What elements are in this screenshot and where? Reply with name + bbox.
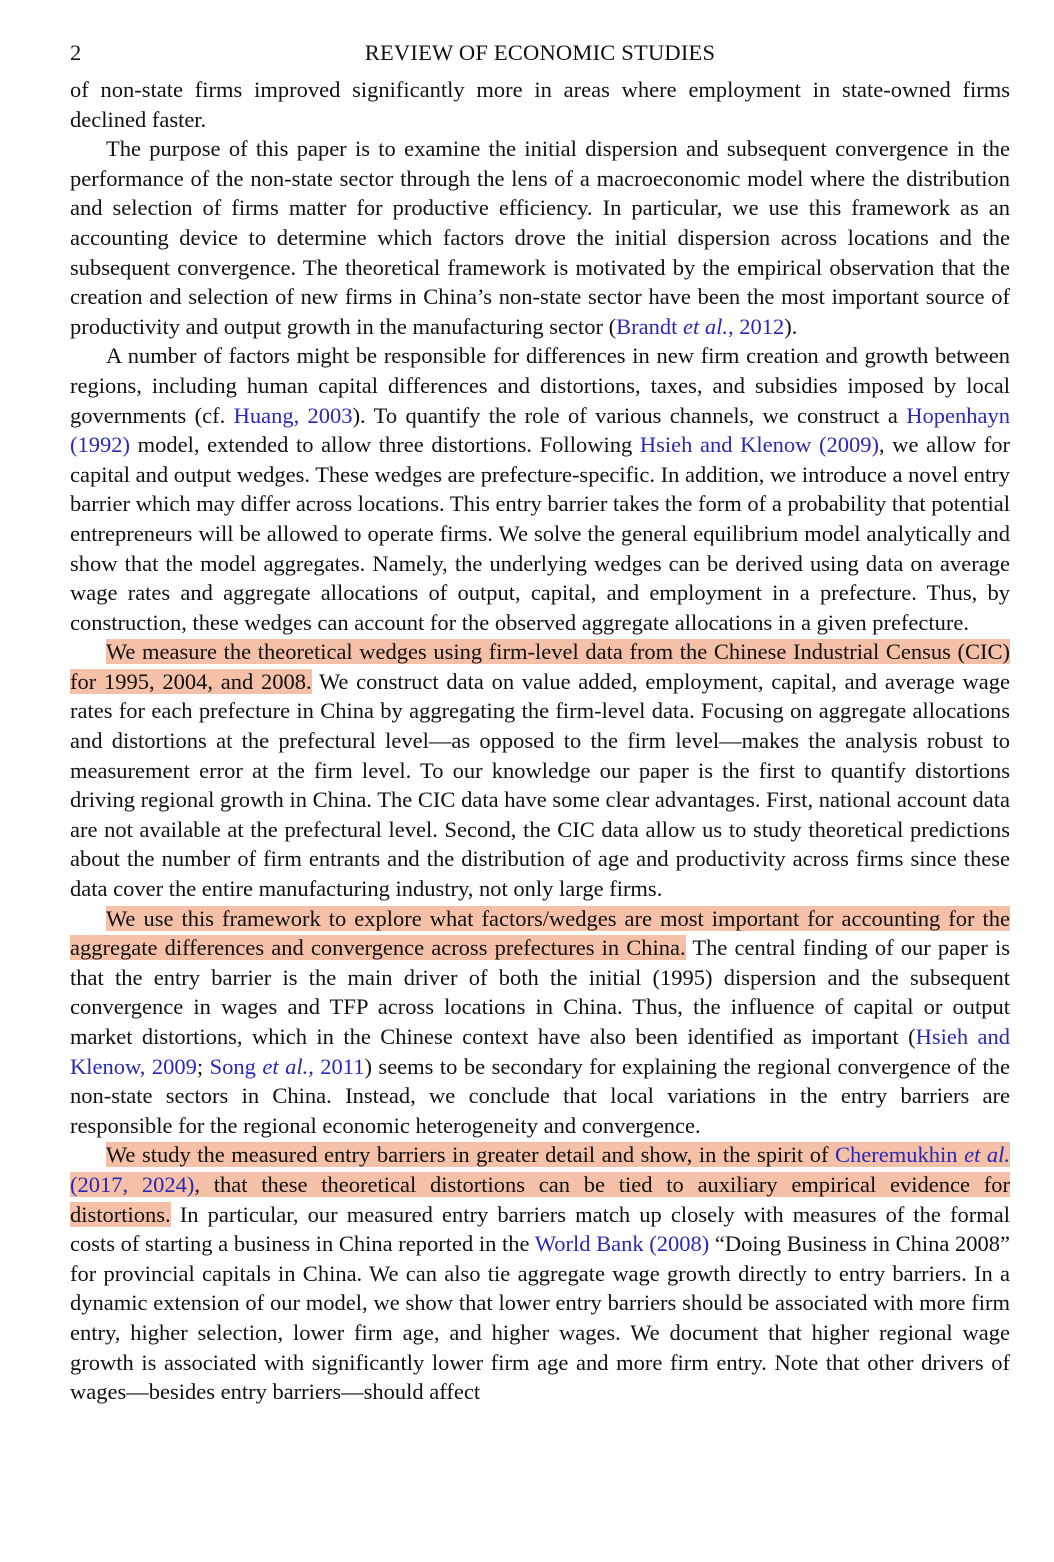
journal-title: REVIEW OF ECONOMIC STUDIES xyxy=(364,40,716,65)
page-number: 2 xyxy=(70,40,82,65)
body-text: In particular, our measured entry barriers match up closely with measures of the formal costs of starting a business in China reported in the xyxy=(70,1201,1010,1257)
body-text: The central finding of our paper is that the entry barrier is the main driver of both the initial (1995) dispersion and the subsequent convergence in wages and TFP across locations in China. Thus, the influence of capital or output market distortions, which in the Chinese context have also been identified as important ( xyxy=(70,935,1010,1049)
body-text: , we allow for capital and output wedges. These wedges are prefecture-specific. In addition, we introduce a novel entry barrier which may differ across locations. This entry barrier takes the form of a probability that potential entrepreneurs will be allowed to operate firms. We solve the general equilibrium model analytically and show that the model aggregates. Namely, the underlying wedges can be derived using data on average wage rates and aggregate allocations of output, capital, and employment in a prefecture. Thus, by construction, these wedges can account for the observed aggregate allocations in a given prefecture. xyxy=(70,432,1010,635)
running-head xyxy=(70,36,1010,66)
citation-link-huang-2003[interactable]: Huang, 2003 xyxy=(233,402,353,428)
citation-link-hopenhayn-1992[interactable]: Hopenhayn (1992) xyxy=(70,402,1010,458)
paragraph-findings xyxy=(70,904,1010,1141)
body-text: ). xyxy=(784,313,798,339)
paragraph-measurement xyxy=(70,637,1010,903)
body-text: ). To quantify the role of various channels, we construct a xyxy=(352,402,907,428)
citation-link-brandt-2012[interactable]: Brandt et al., 2012 xyxy=(616,313,785,339)
paragraph-entry-barriers xyxy=(70,1140,1010,1406)
body-text: of non-state firms improved significantly more in areas where employment in state-owned firms declined faster. xyxy=(70,77,1010,132)
body-text: A number of factors might be responsible for differences in new firm creation and growth between regions, including human capital differences and distortions, taxes, and subsidies imposed by local governments (cf. xyxy=(70,343,1010,428)
paragraph-factors xyxy=(70,341,1010,637)
citation-link-hsieh-klenow-2009[interactable]: Hsieh and Klenow, 2009 xyxy=(70,1024,1010,1079)
citation-link-hsieh-klenow-2009[interactable]: Hsieh and Klenow (2009) xyxy=(639,432,879,458)
highlighted-text: We use this framework to explore what factors/wedges are most important for accounting for the aggregate differences and convergence across prefectures in China. xyxy=(70,905,1010,961)
paper-page xyxy=(70,36,1010,1407)
highlighted-text: We study the measured entry barriers in greater detail and show, in the spirit of xyxy=(106,1142,836,1168)
body-text: ; xyxy=(196,1053,210,1079)
body-text: The purpose of this paper is to examine the initial dispersion and subsequent convergence in the performance of the non-state sector through the lens of a macroeconomic model where the distribution and selection of firms matter for productive efficiency. In particular, we use this framework as an accounting device to determine which factors drove the initial dispersion across locations and the subsequent convergence. The theoretical framework is motivated by the empirical observation that the creation and selection of new firms in China’s non-state sector have been the most important source of productivity and output growth in the manufacturing sector ( xyxy=(70,136,1010,339)
body-text: ) seems to be secondary for explaining the regional convergence of the non-state sectors in China. Instead, we conclude that local variations in the entry barriers are responsible for the regional economic heterogeneity and convergence. xyxy=(70,1053,1011,1138)
highlighted-text: , that these theoretical distortions can be tied to auxiliary empirical evidence for distortions. xyxy=(70,1171,1010,1227)
body-text: model, extended to allow three distortions. Following xyxy=(130,432,640,458)
paragraph-purpose xyxy=(70,134,1010,341)
highlighted-text: We measure the theoretical wedges using firm-level data from the Chinese Industrial Census (CIC) for 1995, 2004, and 2008. xyxy=(70,639,1010,694)
citation-link-song-2011[interactable]: Song et al., 2011 xyxy=(209,1053,365,1079)
body-text: We construct data on value added, employment, capital, and average wage rates for each prefecture in China by aggregating the firm-level data. Focusing on aggregate allocations and distortions at the prefectural level—as opposed to the firm level—makes the analysis robust to measurement error at the firm level. To our knowledge our paper is the first to quantify distortions driving regional growth in China. The CIC data have some clear advantages. First, national account data are not available at the prefectural level. Second, the CIC data allow us to study theoretical predictions about the number of firm entrants and the distribution of age and productivity across firms since these data cover the entire manufacturing industry, not only large firms. xyxy=(70,668,1010,902)
body-text: “Doing Business in China 2008” for provincial capitals in China. We can also tie aggregate wage growth directly to entry barriers. In a dynamic extension of our model, we show that lower entry barriers should be associated with more firm entry, higher selection, lower firm age, and higher wages. We document that higher regional wage growth is associated with significantly lower firm age and more firm entry. Note that other drivers of wages—besides entry barriers—should affect xyxy=(70,1231,1010,1405)
paragraph-continuation xyxy=(70,75,1010,134)
citation-link-world-bank-2008[interactable]: World Bank (2008) xyxy=(534,1231,710,1257)
citation-link-cheremukhin-2017-2024[interactable]: Cheremukhin et al. (2017, 2024) xyxy=(70,1142,1010,1197)
